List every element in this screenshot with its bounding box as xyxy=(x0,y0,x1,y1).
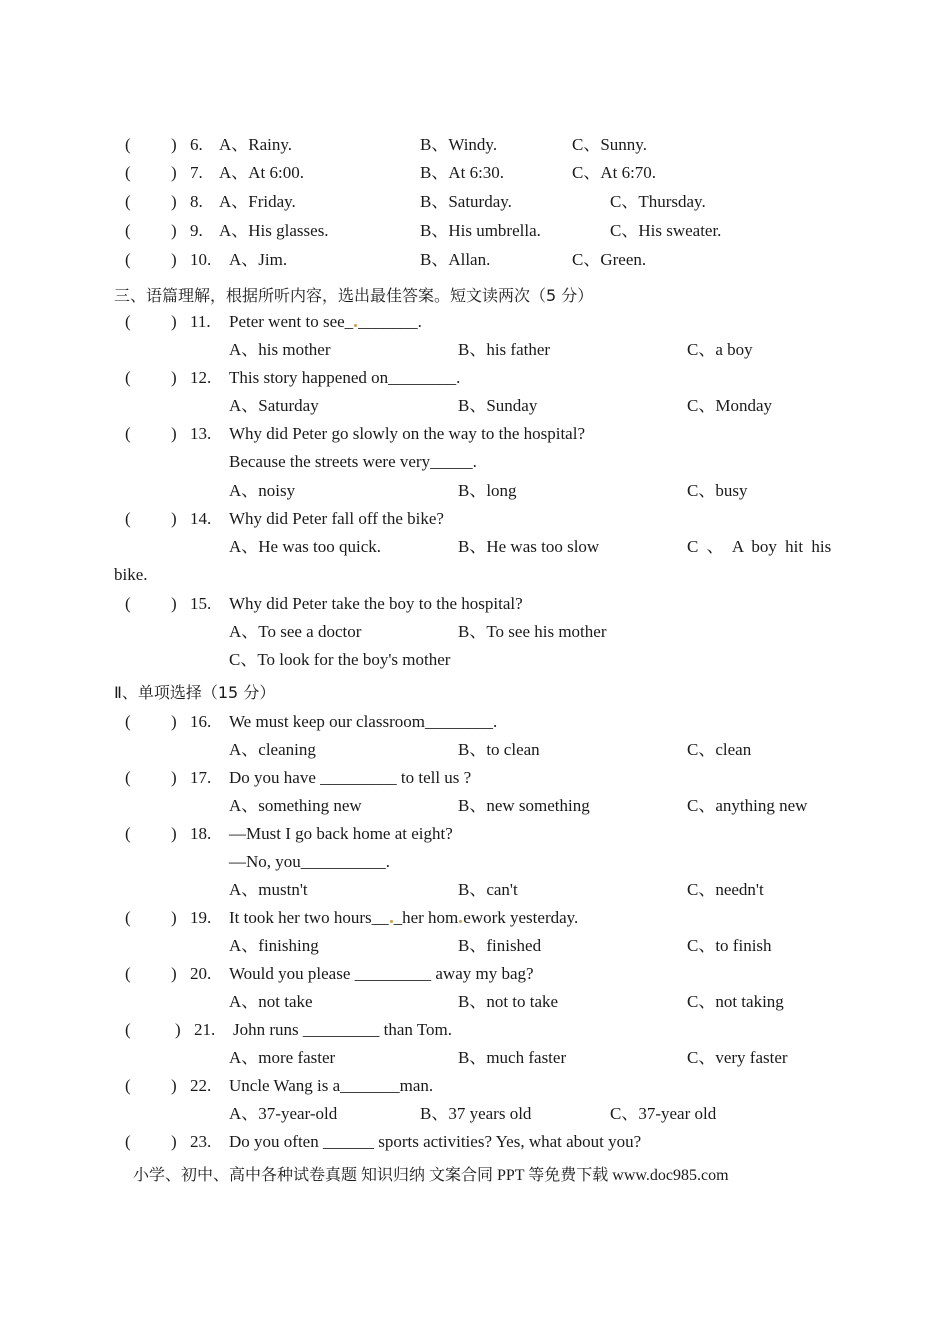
answer-paren-open[interactable]: ( xyxy=(125,221,131,240)
option-b[interactable]: B、His umbrella. xyxy=(420,221,541,240)
option-c[interactable]: C、To look for the boy's mother xyxy=(229,650,451,669)
option-b[interactable]: B、new something xyxy=(458,796,590,815)
answer-paren-open[interactable]: ( xyxy=(125,250,131,269)
option-c[interactable]: C、busy xyxy=(687,481,748,500)
question-text-line2: Because the streets were very_____. xyxy=(229,452,477,471)
question-number: 9. xyxy=(190,221,203,240)
answer-paren-open[interactable]: ( xyxy=(125,509,131,528)
option-c[interactable]: C、a boy xyxy=(687,340,753,359)
option-a[interactable]: A、Jim. xyxy=(229,250,288,269)
option-b[interactable]: B、He was too slow xyxy=(458,537,600,556)
option-a[interactable]: A、something new xyxy=(229,796,362,815)
question-number: 6. xyxy=(190,135,203,154)
answer-paren-open[interactable]: ( xyxy=(125,312,131,331)
question-number: 17. xyxy=(190,768,212,787)
option-a[interactable]: A、not take xyxy=(229,992,313,1011)
option-c[interactable]: C、Sunny. xyxy=(572,135,647,154)
answer-paren-open[interactable]: ( xyxy=(125,424,131,443)
option-c[interactable]: C 、 A boy hit his xyxy=(687,537,832,556)
question-number: 20. xyxy=(190,964,212,983)
option-b[interactable]: B、can't xyxy=(458,880,518,899)
answer-paren-close: ) xyxy=(171,1076,177,1095)
question-number: 19. xyxy=(190,908,212,927)
question-text: Why did Peter take the boy to the hospital? xyxy=(229,594,523,613)
answer-paren-close: ) xyxy=(171,135,177,154)
option-c[interactable]: C、Monday xyxy=(687,396,772,415)
question-text: It took her two hours__ _her hom ework yesterday. xyxy=(229,908,579,927)
option-b[interactable]: B、to clean xyxy=(458,740,540,759)
question-text: This story happened on________. xyxy=(229,368,461,387)
answer-paren-open[interactable]: ( xyxy=(125,192,131,211)
option-a[interactable]: A、more faster xyxy=(229,1048,336,1067)
answer-paren-open[interactable]: ( xyxy=(125,135,131,154)
answer-paren-close: ) xyxy=(175,1020,181,1039)
answer-paren-close: ) xyxy=(171,192,177,211)
option-b[interactable]: B、Windy. xyxy=(420,135,498,154)
answer-paren-open[interactable]: ( xyxy=(125,712,131,731)
answer-paren-open[interactable]: ( xyxy=(125,1132,131,1151)
question-number: 15. xyxy=(190,594,212,613)
option-a[interactable]: A、He was too quick. xyxy=(229,537,382,556)
answer-paren-open[interactable]: ( xyxy=(125,768,131,787)
option-a[interactable]: A、mustn't xyxy=(229,880,308,899)
option-a[interactable]: A、To see a doctor xyxy=(229,622,362,641)
question-number: 18. xyxy=(190,824,212,843)
question-number: 12. xyxy=(190,368,212,387)
option-b[interactable]: B、long xyxy=(458,481,517,500)
option-b[interactable]: B、To see his mother xyxy=(458,622,607,641)
option-c[interactable]: C、not taking xyxy=(687,992,784,1011)
answer-paren-open[interactable]: ( xyxy=(125,368,131,387)
option-b[interactable]: B、Saturday. xyxy=(420,192,512,211)
question-text: Why did Peter fall off the bike? xyxy=(229,509,444,528)
answer-paren-open[interactable]: ( xyxy=(125,594,131,613)
answer-paren-close: ) xyxy=(171,221,177,240)
question-number: 13. xyxy=(190,424,212,443)
answer-paren-close: ) xyxy=(171,368,177,387)
answer-paren-close: ) xyxy=(171,163,177,182)
answer-paren-close: ) xyxy=(171,824,177,843)
question-text: —Must I go back home at eight? xyxy=(229,824,453,843)
question-number: 11. xyxy=(190,312,211,331)
option-a[interactable]: A、noisy xyxy=(229,481,296,500)
mark-dot xyxy=(459,920,462,923)
answer-paren-open[interactable]: ( xyxy=(125,1076,131,1095)
answer-paren-open[interactable]: ( xyxy=(125,1020,131,1039)
option-a[interactable]: A、Saturday xyxy=(229,396,319,415)
option-c-wrap: bike. xyxy=(114,565,148,584)
option-c[interactable]: C、Green. xyxy=(572,250,647,269)
option-b[interactable]: B、At 6:30. xyxy=(420,163,505,182)
question-number: 16. xyxy=(190,712,212,731)
question-number: 10. xyxy=(190,250,212,269)
option-b[interactable]: B、37 years old xyxy=(420,1104,532,1123)
question-text: Do you often ______ sports activities? Yes, what about you? xyxy=(229,1132,642,1151)
footer-text: 小学、初中、高中各种试卷真题 知识归纳 文案合同 PPT 等免费下载 www.doc985.com xyxy=(133,1167,729,1184)
option-a[interactable]: A、Rainy. xyxy=(219,135,293,154)
answer-paren-close: ) xyxy=(171,908,177,927)
answer-paren-close: ) xyxy=(171,712,177,731)
option-a[interactable]: A、His glasses. xyxy=(219,221,329,240)
option-c[interactable]: C、Thursday. xyxy=(610,192,706,211)
question-number: 23. xyxy=(190,1132,212,1151)
option-b[interactable]: B、finished xyxy=(458,936,542,955)
option-a[interactable]: A、his mother xyxy=(229,340,331,359)
question-number: 7. xyxy=(190,163,203,182)
answer-paren-open[interactable]: ( xyxy=(125,908,131,927)
question-number: 22. xyxy=(190,1076,212,1095)
option-c[interactable]: C、37-year old xyxy=(610,1104,717,1123)
option-b[interactable]: B、his father xyxy=(458,340,551,359)
option-c[interactable]: C、needn't xyxy=(687,880,764,899)
question-text: John runs _________ than Tom. xyxy=(233,1020,453,1039)
mark-dot xyxy=(390,920,393,923)
option-c[interactable]: C、very faster xyxy=(687,1048,788,1067)
answer-paren-close: ) xyxy=(171,1132,177,1151)
answer-paren-open[interactable]: ( xyxy=(125,163,131,182)
option-c[interactable]: C、anything new xyxy=(687,796,808,815)
option-c[interactable]: C、clean xyxy=(687,740,752,759)
option-c[interactable]: C、At 6:70. xyxy=(572,163,657,182)
option-a[interactable]: A、37-year-old xyxy=(229,1104,338,1123)
mark-dot xyxy=(354,324,357,327)
question-number: 14. xyxy=(190,509,212,528)
answer-paren-close: ) xyxy=(171,250,177,269)
option-b[interactable]: B、not to take xyxy=(458,992,559,1011)
question-number: 8. xyxy=(190,192,203,211)
answer-paren-close: ) xyxy=(171,768,177,787)
question-text: Uncle Wang is a_______man. xyxy=(229,1076,434,1095)
question-text: Why did Peter go slowly on the way to the hospital? xyxy=(229,424,585,443)
question-text: Would you please _________ away my bag? xyxy=(229,964,534,983)
answer-paren-open[interactable]: ( xyxy=(125,824,131,843)
option-a[interactable]: A、At 6:00. xyxy=(219,163,304,182)
option-a[interactable]: A、cleaning xyxy=(229,740,316,759)
option-b[interactable]: B、much faster xyxy=(458,1048,567,1067)
option-c[interactable]: C、His sweater. xyxy=(610,221,722,240)
question-text: Peter went to see_ _______. xyxy=(229,312,422,331)
question-text-line2: —No, you__________. xyxy=(229,852,391,871)
option-b[interactable]: B、Allan. xyxy=(420,250,491,269)
answer-paren-close: ) xyxy=(171,964,177,983)
section-title-multiple-choice: Ⅱ、单项选择（15 分） xyxy=(114,683,276,702)
answer-paren-close: ) xyxy=(171,509,177,528)
question-text: We must keep our classroom________. xyxy=(229,712,498,731)
option-b[interactable]: B、Sunday xyxy=(458,396,538,415)
answer-paren-close: ) xyxy=(171,424,177,443)
answer-paren-close: ) xyxy=(171,594,177,613)
answer-paren-open[interactable]: ( xyxy=(125,964,131,983)
section-title-reading: 三、语篇理解，根据所听内容，选出最佳答案。短文读两次（5 分） xyxy=(114,286,594,305)
option-a[interactable]: A、finishing xyxy=(229,936,319,955)
option-c[interactable]: C、to finish xyxy=(687,936,772,955)
answer-paren-close: ) xyxy=(171,312,177,331)
question-text: Do you have _________ to tell us ? xyxy=(229,768,472,787)
option-a[interactable]: A、Friday. xyxy=(219,192,296,211)
question-number: 21. xyxy=(194,1020,216,1039)
